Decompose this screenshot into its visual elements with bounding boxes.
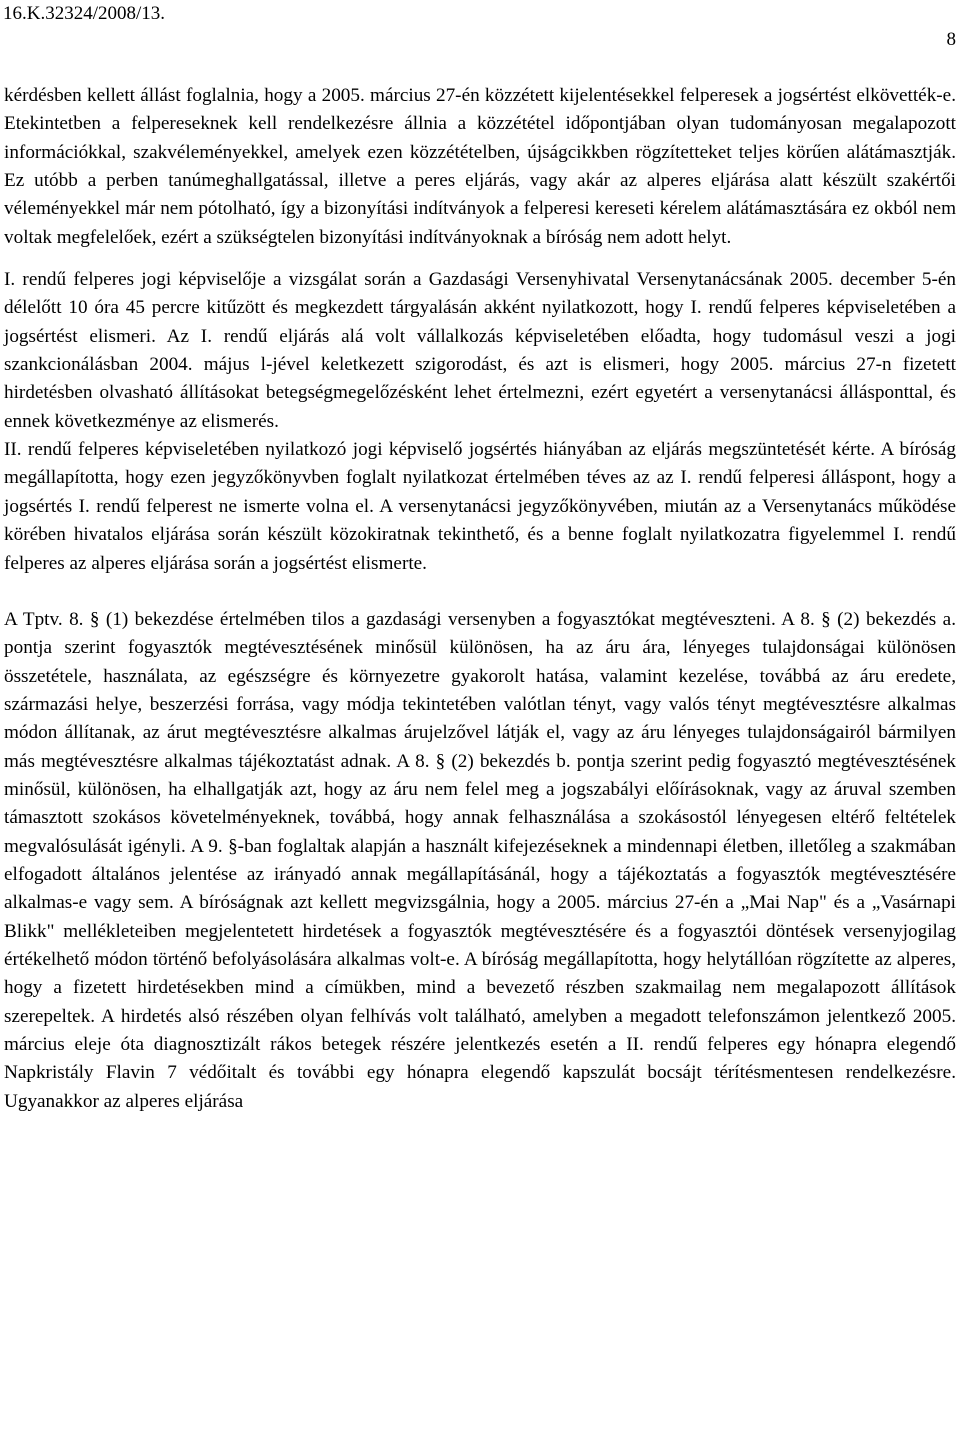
paragraph-first-plaintiff: I. rendű felperes jogi képviselője a vizsgálat során a Gazdasági Versenyhivatal Versenytanácsának 2005. december 5-én délelőtt 10 óra 45 percre kitűzött és megkezdett tárgyalásán akként nyilatkozott, hogy I. rendű felperes képviseletében a jogsértést elismeri. Az I. rendű eljárás alá volt vállalkozás képviseletében előadta, hogy tudomásul veszi a jogi szankcionálásban 2004. május l-jével keletkezett szigorodást, és azt is elismeri, hogy 2005. március 27-n fizetett hirdetésben olvasható állításokat betegségmegelőzésként lehet értelmezni, ezért egyetért a versenytanácsi állásponttal, és ennek következménye az elismerés.: [4, 269, 956, 432]
paragraph-evidence: kérdésben kellett állást foglalnia, hogy a 2005. március 27-én közzétett kijelentésekkel felperesek a jogsértést elkövették-e. Etekintetben a felpereseknek kell rendelkezésre állnia a közzététel időpontjában olyan tudományosan megalapozott információkkal, szakvéleményekkel, amelyek ezen közzétételben, újságcikkben rögzítetteket teljes körűen alátámasztják. Ez utóbb a perben tanúmeghallgatással, illetve a peres eljárás, vagy akár az alperes eljárása alatt készült szakértői véleményekkel már nem pótolható, így a bizonyítási indítványok a felperesi kereseti kérelem alátámasztására ez okból nem voltak megfelelőek, ezért a szükségtelen bizonyítási indítványoknak a bíróság nem adott helyt.: [4, 85, 956, 248]
page-number: 8: [946, 29, 956, 50]
paragraph-tptv: A Tptv. 8. § (1) bekezdése értelmében tilos a gazdasági versenyben a fogyasztókat megtéveszteni. A 8. § (2) bekezdés a. pontja szerint fogyasztók megtévesztésének minősül különösen, ha az áru ára, lényeges tulajdonságai különösen összetétele, használata, az egészségre és környezetre gyakorolt hatása, valamint kezelése, továbbá az áru eredete, származási helye, beszerzési forrása, vagy módja tekintetében valótlan tényt, vagy valós tényt megtévesztésre alkalmas módon állítanak, az árut megtévesztésre alkalmas árujelzővel látják el, vagy az áru lényeges tulajdonságairól bármilyen más megtévesztésre alkalmas tájékoztatást adnak. A 8. § (2) bekezdés b. pontja szerint pedig fogyasztó megtévesztésének minősül, különösen, ha elhallgatják azt, hogy az áru nem felel meg a jogszabályi előírásoknak, vagy az áruval szemben támasztott szokásos követelményeknek, továbbá, hogy annak felhasználása a szokásostól lényegesen eltérő feltételek megvalósulását igényli. A 9. §-ban foglaltak alapján a használt kifejezéseknek a mindennapi életben, illetőleg a szakmában elfogadott általános jelentése az irányadó annak megállapításánál, hogy a tájékoztatás a fogyasztók megtévesztésére alkalmas-e vagy sem. A bíróságnak azt kellett megvizsgálnia, hogy a 2005. március 27-én a „Mai Nap" és a „Vasárnapi Blikk" mellékleteiben megjelentetett hirdetések a fogyasztók megtévesztésére és a fogyasztói döntések versenyjogilag értékelhető módon történő befolyásolására alkalmas volt-e. A bíróság megállapította, hogy helytállóan rögzítette az alperes, hogy a fizetett hirdetésekben mind a címükben, mind a bevezető részben szakmailag nem megalapozott állítások szerepeltek. A hirdetés alsó részében olyan felhívás volt található, amelyben a megadott telefonszámon jelentkező 2005. március eleje óta diagnosztizált rákos betegek részére jelentkezés esetén a II. rendű felperes egy hónapra elegendő Napkristály Flavin 7 védőitalt és további egy hónapra elegendő kapszulát bocsájt térítésmentesen rendelkezésre. Ugyanakkor az alperes eljárása: [4, 608, 956, 1112]
paragraph-second-plaintiff: II. rendű felperes képviseletében nyilatkozó jogi képviselő jogsértés hiányában az eljárás megszüntetését kérte. A bíróság megállapította, hogy ezen jegyzőkönyvben foglalt nyilatkozat értelmében téves az az I. rendű felperesi álláspont, hogy a jogsértés I. rendű felperest ne ismerte volna el. A versenytanácsi jegyzőkönyvében, miután az a Versenytanács működése körében hivatalos eljárása során készült közokiratnak tekinthető, és a benne foglalt nyilatkozatra figyelemmel I. rendű felperes az alperes eljárása során a jogsértést elismerte.: [4, 439, 956, 574]
document-reference: 16.K.32324/2008/13.: [3, 3, 166, 24]
document-body: [4, 82, 956, 1116]
